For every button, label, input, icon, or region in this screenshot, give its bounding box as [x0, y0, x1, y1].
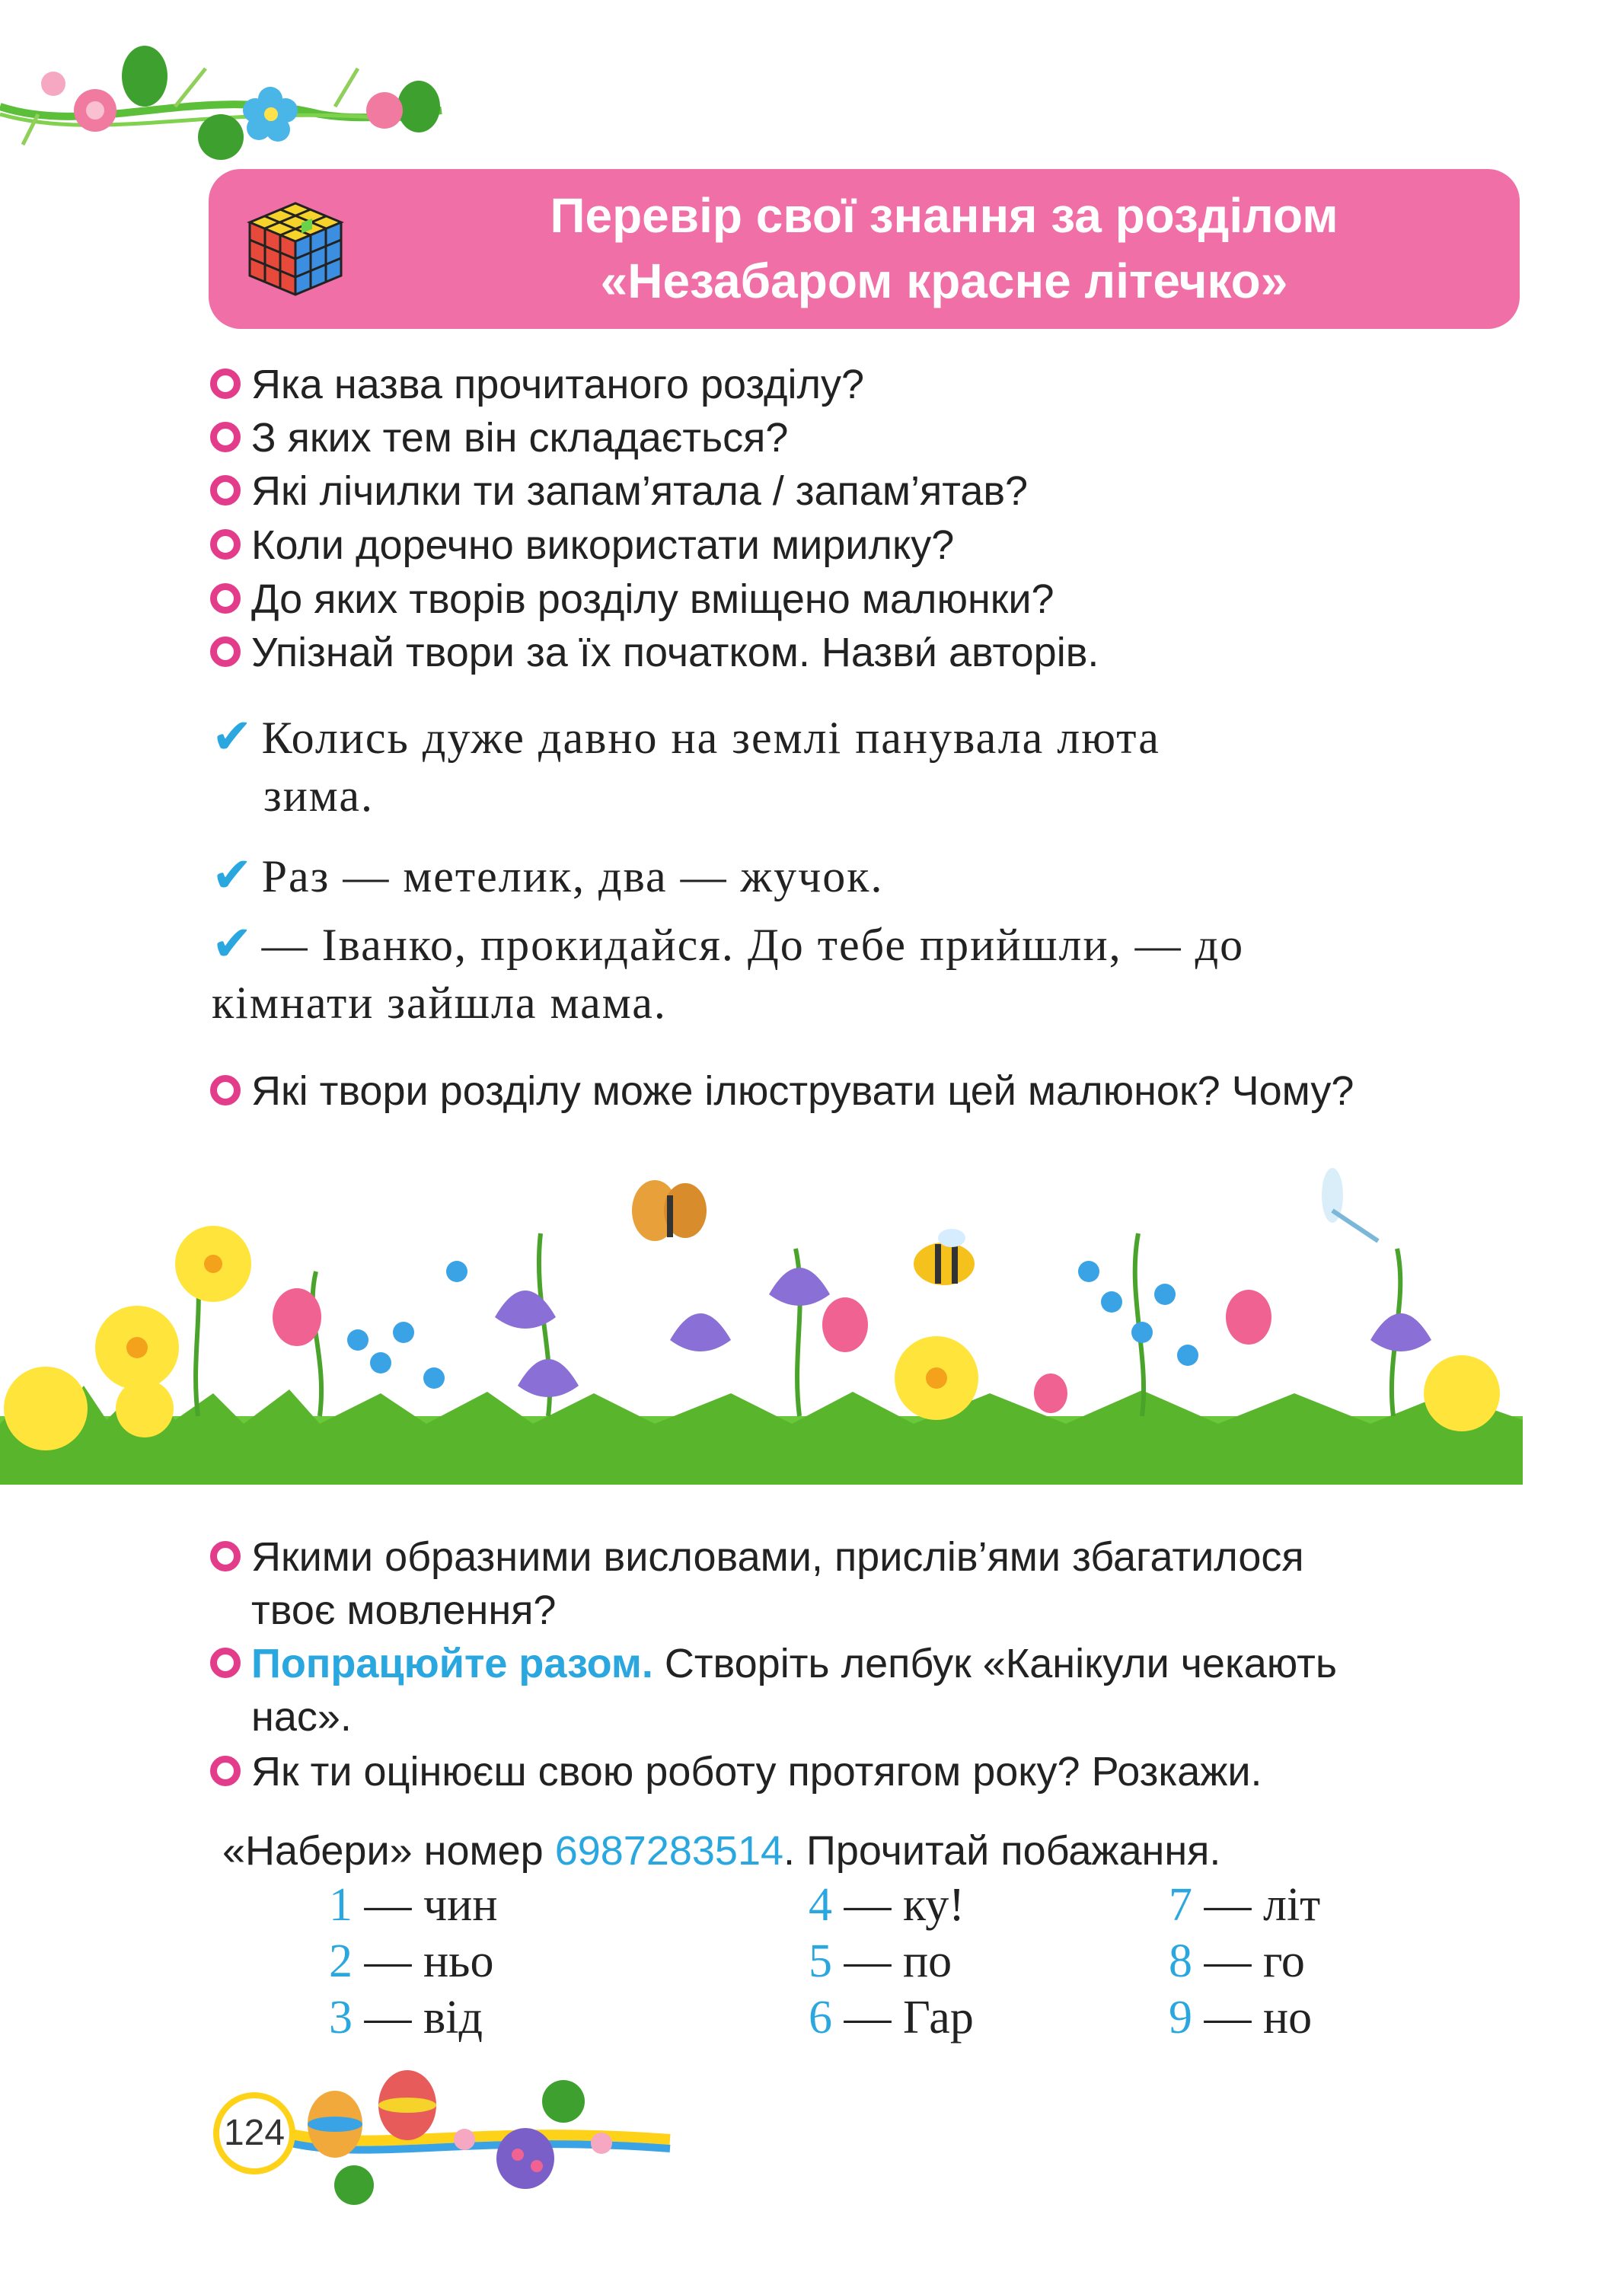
butterfly-icon: [632, 1180, 707, 1241]
code-key: 6 — Гар: [809, 1992, 974, 2044]
bullet-icon: [210, 1648, 241, 1678]
question-picture: Які твори розділу може ілюструвати цей малюнок? Чому?: [210, 1064, 1354, 1118]
bullet-icon: [210, 1541, 241, 1571]
work-together-label: Попрацюйте разом.: [251, 1641, 653, 1686]
code-key: 2 — ньо: [329, 1935, 494, 1987]
checkmark-icon: ✔: [212, 916, 254, 972]
checkmark-icon: ✔: [212, 847, 254, 904]
code-key: 4 — ку!: [809, 1879, 965, 1931]
floral-decoration-top: [0, 23, 457, 175]
question-item: Як ти оцінюєш свою роботу протягом року? Розкажи.: [210, 1745, 1262, 1798]
easter-decoration-bottom: [274, 2056, 685, 2208]
question-item: Які лічилки ти запам’ятала / запам’ятав?: [210, 464, 1028, 518]
bullet-icon: [210, 475, 241, 506]
bullet-icon: [210, 583, 241, 614]
excerpt-3: ✔ — Іванко, прокидайся. До тебе прийшли, — до кімнати зайшла мама.: [212, 916, 1245, 1028]
question-item: З яких тем він складається?: [210, 411, 788, 464]
code-key: 5 — по: [809, 1935, 952, 1987]
code-key: 7 — літ: [1169, 1879, 1321, 1931]
code-key: 1 — чин: [329, 1879, 498, 1931]
checkmark-icon: ✔: [212, 709, 254, 765]
excerpt-1: ✔ Колись дуже давно на землі панувала люта зима.: [212, 709, 1160, 821]
section-title-line2: «Незабаром красне літечко»: [600, 254, 1288, 308]
question-item: Якими образними висловами, прислів’ями збагатилося твоє мовлення?: [210, 1530, 1520, 1637]
phone-number: 6987283514: [554, 1828, 784, 1874]
question-item: Коли доречно використати мирилку?: [210, 518, 954, 572]
question-item: Яка назва прочитаного розділу?: [210, 358, 864, 411]
flower-meadow-illustration: [0, 1165, 1523, 1485]
section-title: [396, 183, 1492, 314]
code-key: 9 — но: [1169, 1992, 1313, 2044]
bullet-icon: [210, 369, 241, 399]
bee-icon: [914, 1229, 975, 1285]
bullet-icon: [210, 637, 241, 667]
question-item: Упізнай твори за їх початком. Назви́ авторів.: [210, 626, 1099, 679]
code-key: 3 — від: [329, 1992, 483, 2044]
dragonfly-icon: [1322, 1168, 1378, 1241]
section-title-line1: Перевір свої знання за розділом: [550, 188, 1338, 243]
bullet-icon: [210, 422, 241, 452]
code-key: 8 — го: [1169, 1935, 1305, 1987]
page-number-badge: 124: [213, 2092, 295, 2174]
excerpt-2: ✔ Раз — метелик, два — жучок.: [212, 847, 884, 904]
bullet-icon: [210, 1756, 241, 1786]
bullet-icon: [210, 529, 241, 560]
question-item: До яких творів розділу вміщено малюнки?: [210, 573, 1054, 626]
phone-task: «Набери» номер 6987283514. Прочитай побажання.: [222, 1828, 1221, 1874]
bullet-icon: [210, 1075, 241, 1106]
rubiks-cube-icon: [242, 199, 349, 298]
question-item: Попрацюйте разом. Створіть лепбук «Канікули чекають нас».: [210, 1637, 1520, 1744]
